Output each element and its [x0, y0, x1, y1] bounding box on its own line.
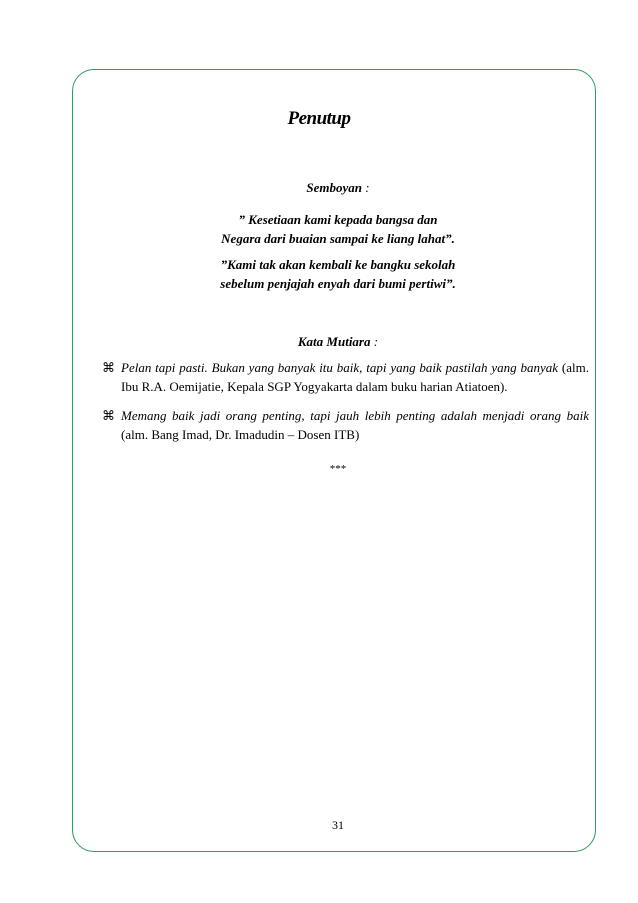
page-title: Penutup: [287, 108, 351, 129]
quote-2-line-1: ”Kami tak akan kembali ke bangku sekolah: [220, 257, 456, 272]
mutiara-source-text: (alm. Ibu R.A. Oemijatie, Kepala SGP Yogyakarta dalam buku harian Atiatoen).: [121, 360, 589, 394]
mutiara-source-text: (alm. Bang Imad, Dr. Imadudin – Dosen ITB): [121, 427, 360, 442]
quote-2-line-2: sebelum penjajah enyah dari bumi pertiwi”.: [220, 276, 456, 291]
mutiara-quote-text: Memang baik jadi orang penting, tapi jauh lebih penting adalah menjadi orang baik: [121, 408, 589, 423]
command-bullet-icon: ⌘: [102, 360, 115, 375]
quote-1-line-1: ” Kesetiaan kami kepada bangsa dan: [238, 212, 438, 227]
command-bullet-icon: ⌘: [102, 408, 115, 423]
list-item: [102, 358, 589, 396]
quote-1-line-2: Negara dari buaian sampai ke liang lahat”.: [221, 231, 455, 246]
section-separator: ***: [329, 463, 347, 475]
kata-mutiara-heading-line: [0, 332, 638, 351]
semboyan-heading-line: [0, 178, 638, 197]
semboyan-quote-1: [0, 210, 638, 248]
page-number: 31: [332, 818, 344, 832]
mutiara-quote-text: Pelan tapi pasti. Bukan yang banyak itu baik, tapi yang baik pastilah yang banyak: [121, 360, 559, 375]
kata-mutiara-heading: Kata Mutiara: [297, 334, 371, 349]
semboyan-quote-2: [0, 255, 638, 293]
semboyan-heading: Semboyan: [306, 180, 363, 195]
semboyan-colon: :: [365, 180, 370, 195]
kata-mutiara-colon: :: [373, 334, 379, 349]
list-item: [102, 406, 589, 444]
